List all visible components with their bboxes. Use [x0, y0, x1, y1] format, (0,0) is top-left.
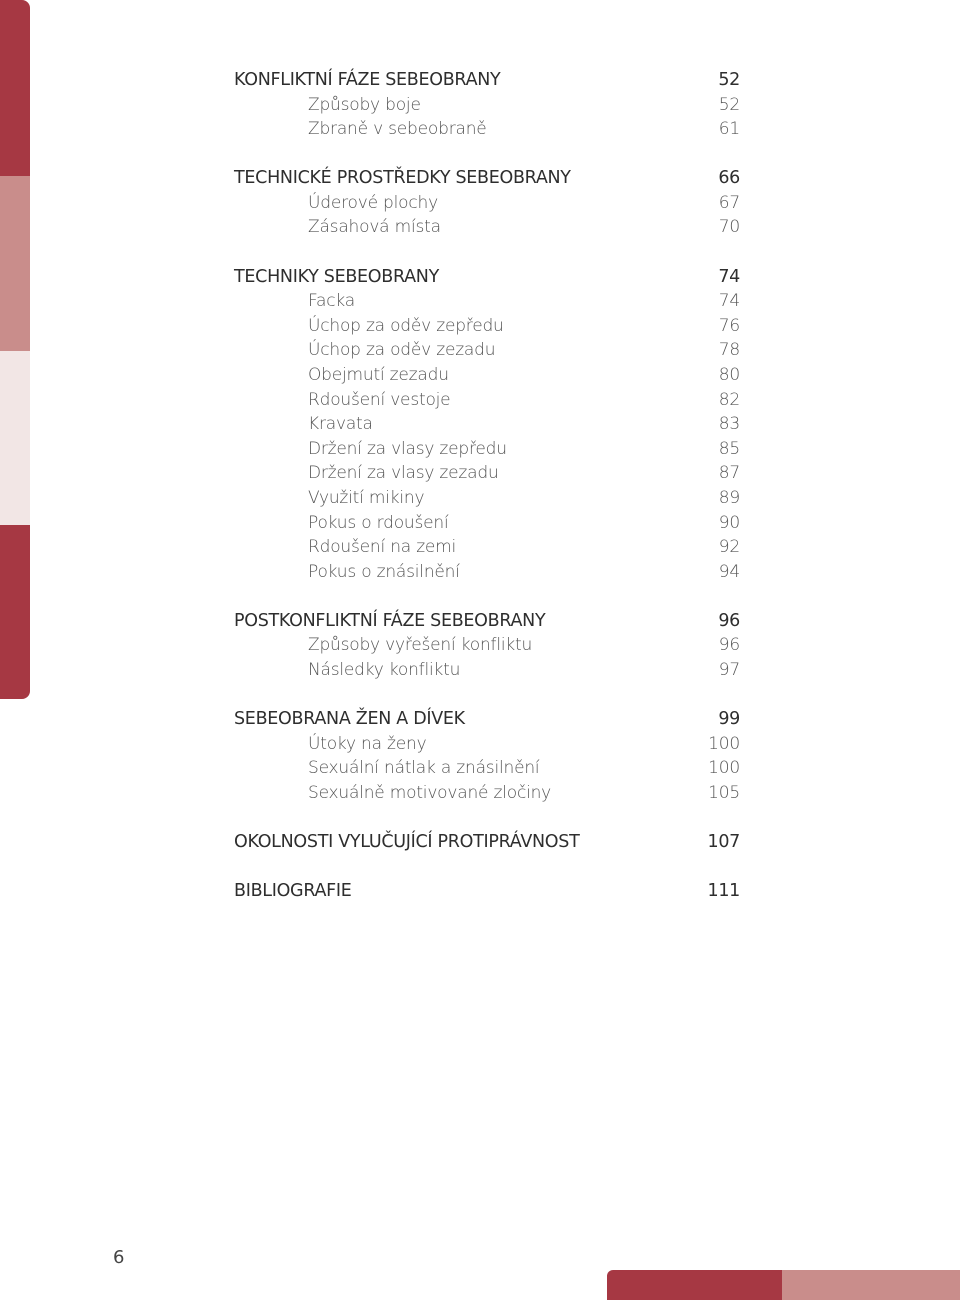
toc-heading[interactable]	[234, 830, 740, 855]
toc-entry-title: Pokus o znásilnění	[308, 561, 460, 582]
toc-entry[interactable]	[234, 461, 740, 486]
toc-heading-page: 52	[718, 70, 740, 90]
toc-heading-title: TECHNIKY SEBEOBRANY	[234, 266, 439, 287]
side-tab-segment-1	[0, 0, 30, 176]
toc-entry-page: 87	[718, 463, 740, 484]
toc-entry-title: Následky konfliktu	[308, 659, 461, 680]
toc-heading-title: POSTKONFLIKTNÍ FÁZE SEBEOBRANY	[234, 610, 546, 631]
toc-entry-title: Držení za vlasy zepředu	[308, 438, 507, 459]
toc-entry-page: 74	[718, 291, 740, 312]
toc-heading-title: SEBEOBRANA ŽEN A DÍVEK	[234, 709, 465, 730]
toc-entry-page: 100	[708, 758, 740, 779]
toc-entry[interactable]	[234, 658, 740, 683]
toc-entry-page: 85	[718, 438, 740, 459]
toc-entry-title: Zbraně v sebeobraně	[308, 119, 487, 140]
toc-entry-title: Útoky na ženy	[308, 733, 427, 754]
toc-entry-page: 89	[718, 487, 740, 508]
toc-entry-page: 67	[718, 192, 740, 213]
toc-entry[interactable]	[234, 314, 740, 339]
toc-entry[interactable]	[234, 633, 740, 658]
bottom-bar-light	[782, 1270, 960, 1300]
page-number: 6	[113, 1247, 125, 1268]
toc-entry[interactable]	[234, 363, 740, 388]
toc-entry[interactable]	[234, 732, 740, 757]
toc-heading-page: 111	[707, 881, 740, 902]
toc-heading[interactable]	[234, 265, 740, 290]
toc-entry-page: 100	[708, 733, 740, 754]
toc-entry-page: 105	[708, 782, 740, 803]
toc-entry-title: Sexuálně motivované zločiny	[308, 782, 552, 803]
toc-entry-page: 94	[718, 561, 740, 582]
toc-section	[234, 68, 740, 142]
toc-entry-title: Facka	[308, 291, 355, 312]
toc-entry-title: Pokus o rdoušení	[308, 512, 449, 533]
toc-entry[interactable]	[234, 560, 740, 585]
toc-entry[interactable]	[234, 338, 740, 363]
toc-section	[234, 879, 740, 904]
toc-entry-page: 82	[718, 389, 740, 410]
toc-entry-page: 80	[718, 364, 740, 385]
toc-entry-page: 76	[718, 315, 740, 336]
toc-section	[234, 265, 740, 585]
toc-entry-title: Kravata	[308, 414, 373, 435]
toc-entry-title: Využití mikiny	[308, 487, 425, 508]
toc-entry[interactable]	[234, 412, 740, 437]
toc-entry-title: Sexuální nátlak a znásilnění	[308, 758, 540, 779]
toc-heading-title: BIBLIOGRAFIE	[234, 881, 352, 902]
toc-heading[interactable]	[234, 879, 740, 904]
toc-entry-title: Úchop za oděv zezadu	[308, 340, 496, 361]
toc-heading-page: 66	[718, 168, 740, 189]
toc-entry-page: 70	[718, 217, 740, 238]
toc-heading[interactable]	[234, 166, 740, 191]
toc-heading[interactable]	[234, 609, 740, 634]
toc-section	[234, 609, 740, 683]
toc-entry-title: Zásahová místa	[308, 217, 441, 238]
toc-heading[interactable]	[234, 707, 740, 732]
toc-entry-title: Obejmutí zezadu	[308, 364, 449, 385]
table-of-contents	[234, 68, 740, 928]
toc-entry-page: 90	[718, 512, 740, 533]
toc-section	[234, 707, 740, 805]
toc-heading[interactable]	[234, 68, 740, 93]
toc-entry-page: 92	[718, 537, 740, 558]
toc-entry-title: Držení za vlasy zezadu	[308, 463, 499, 484]
toc-entry-page: 83	[718, 414, 740, 435]
toc-heading-page: 74	[718, 266, 740, 287]
toc-entry-page: 97	[718, 659, 740, 680]
toc-entry[interactable]	[234, 756, 740, 781]
toc-entry[interactable]	[234, 191, 740, 216]
toc-entry[interactable]	[234, 486, 740, 511]
toc-entry[interactable]	[234, 535, 740, 560]
toc-section	[234, 166, 740, 240]
toc-entry[interactable]	[234, 117, 740, 142]
side-tab-segment-3	[0, 351, 30, 525]
toc-entry-title: Úderové plochy	[308, 192, 438, 213]
toc-heading-title: TECHNICKÉ PROSTŘEDKY SEBEOBRANY	[234, 168, 571, 189]
bottom-bar-dark	[607, 1270, 782, 1300]
toc-entry[interactable]	[234, 511, 740, 536]
toc-entry-page: 61	[718, 119, 740, 140]
toc-entry[interactable]	[234, 781, 740, 806]
toc-heading-page: 107	[707, 831, 740, 852]
toc-entry[interactable]	[234, 215, 740, 240]
toc-heading-page: 96	[718, 610, 740, 631]
side-tab-segment-2	[0, 176, 30, 351]
toc-section	[234, 830, 740, 855]
toc-heading-page: 99	[718, 709, 740, 730]
toc-heading-title: KONFLIKTNÍ FÁZE SEBEOBRANY	[234, 70, 501, 90]
toc-entry-title: Rdoušení na zemi	[308, 537, 457, 558]
toc-entry-page: 96	[718, 635, 740, 656]
toc-entry[interactable]	[234, 93, 740, 118]
toc-heading-title: OKOLNOSTI VYLUČUJÍCÍ PROTIPRÁVNOST	[234, 831, 580, 852]
toc-entry[interactable]	[234, 437, 740, 462]
toc-entry-title: Rdoušení vestoje	[308, 389, 451, 410]
toc-entry-page: 78	[718, 340, 740, 361]
toc-entry-title: Způsoby vyřešení konfliktu	[308, 635, 533, 656]
toc-entry-page: 52	[718, 94, 740, 115]
toc-entry[interactable]	[234, 289, 740, 314]
toc-entry[interactable]	[234, 388, 740, 413]
side-tab-segment-4	[0, 525, 30, 699]
toc-entry-title: Způsoby boje	[308, 94, 421, 115]
toc-entry-title: Úchop za oděv zepředu	[308, 315, 504, 336]
